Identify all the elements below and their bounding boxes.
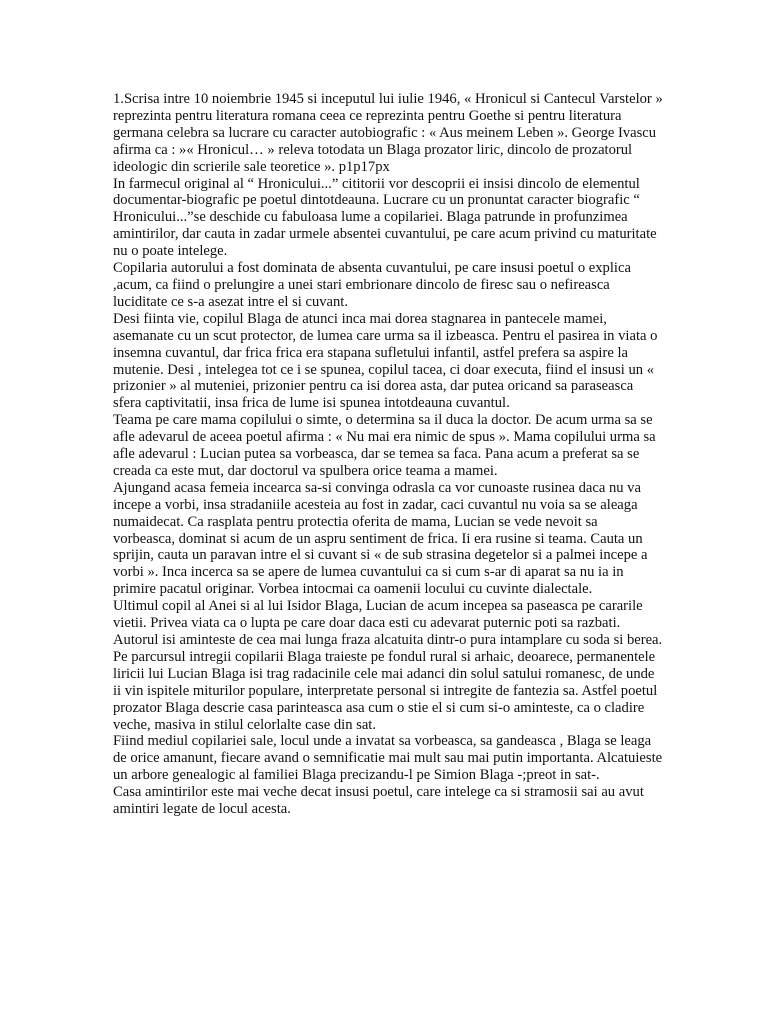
document-body xyxy=(113,91,663,818)
paragraph-1: 1.Scrisa intre 10 noiembrie 1945 si inceputul lui iulie 1946, « Hronicul si Cantecul Varstelor » reprezinta pentru literatura romana ceea ce reprezinta pentru Goethe si pentru literatura germana celebra sa lucrare cu caracter autobiografic : « Aus meinem Leben ». George Ivascu afirma ca : »« Hronicul… » releva totodata un Blaga prozator liric, dincolo de prozatorul ideologic din scrierile sale teoretice ». p1p17px xyxy=(113,91,663,175)
paragraph-7: Ultimul copil al Anei si al lui Isidor Blaga, Lucian de acum incepea sa paseasca pe cararile vietii. Privea viata ca o lupta pe care doar daca esti cu adevarat puternic poti sa razbati. Autorul isi aminteste de cea mai lunga fraza alcatuita dintr-o pura intamplare cu soda si berea. xyxy=(113,598,663,648)
paragraph-10: Casa amintirilor este mai veche decat insusi poetul, care intelege ca si stramosii sai au avut amintiri legate de locul acesta. xyxy=(113,784,644,818)
paragraph-3: Copilaria autorului a fost dominata de absenta cuvantului, pe care insusi poetul o explica ,acum, ca fiind o prelungire a unei stari embrionare dincolo de firesc sau o nefireasca luciditate ce s-a asezat intre el si cuvant. xyxy=(113,260,631,310)
paragraph-6: Ajungand acasa femeia incearca sa-si convinga odrasla ca vor cunoaste rusinea daca nu va incepe a vorbi, insa stradaniile acesteia au fost in zadar, caci cuvantul nu voia sa se aleaga numaidecat. Ca rasplata pentru protectia oferita de mama, Lucian se vede nevoit sa vorbeasca, dominat si acum de un aspru sentiment de frica. Ii era rusine si teama. Cauta un sprijin, cauta un paravan intre el si cuvant si « de sub strasina degetelor si a palmei incepe a vorbi ». Inca incerca sa se apere de lumea cuvantului ca si cum s-ar di aparat sa nu ia in primire pacatul originar. Vorbea intocmai ca oamenii locului cu cuvinte dialectale. xyxy=(113,479,648,598)
paragraph-2: In farmecul original al “ Hronicului...” cititorii vor descoprii ei insisi dincolo de elementul documentar-biografic pe poetul dintotdeauna. Lucrare cu un pronuntat caracter biografic “ Hronicului...”se deschide cu fabuloasa lume a copilariei. Blaga patrunde in profunzimea amintirilor, dar cauta in zadar urmele absentei cuvantului, pe care acum privind cu maturitate nu o poate intelege. xyxy=(113,175,657,260)
paragraph-5: Teama pe care mama copilului o simte, o determina sa il duca la doctor. De acum urma sa se afle adevarul de aceea poetul afirma : « Nu mai era nimic de spus ». Mama copilului urma sa afle adevarul : Lucian putea sa vorbeasca, dar se temea sa faca. Pana acum a preferat sa se creada ca este mut, dar doctorul va spulbera orice teama a mamei. xyxy=(113,412,656,479)
paragraph-8: Pe parcursul intregii copilarii Blaga traieste pe fondul rural si arhaic, deoarece, permanentele liricii lui Lucian Blaga isi trag radacinile cele mai adanci din solul satului romanesc, de unde ii vin ispitele miturilor populare, interpretate personal si intregite de fantezia sa. Astfel poetul prozator Blaga descrie casa parinteasca asa cum o stie el si cum si-o aminteste, ca o cladire veche, masiva in stilul celorlalte case din sat. xyxy=(113,648,658,733)
paragraph-4: Desi fiinta vie, copilul Blaga de atunci inca mai dorea stagnarea in pantecele mamei, asemanate cu un scut protector, de lumea care urma sa il izbeasca. Pentru el pasirea in viata o insemna cuvantul, dar frica frica era stapana sufletului infantil, astfel prefera sa aspire la mutenie. Desi , intelegea tot ce i se spunea, copilul tacea, ci doar executa, fiind el insusi un « prizonier » al muteniei, prizonier pentru ca isi dorea asta, dar putea oricand sa paraseasca sfera captivitatii, insa frica de lume isi spunea intotdeauna cuvantul. xyxy=(113,310,658,412)
paragraph-9: Fiind mediul copilariei sale, locul unde a invatat sa vorbeasca, sa gandeasca , Blaga se leaga de orice amanunt, fiecare avand o semnificatie mai mult sau mai putin importanta. Alcatuieste un arbore genealogic al familiei Blaga precizandu-l pe Simion Blaga -;preot in sat-. xyxy=(113,733,663,784)
